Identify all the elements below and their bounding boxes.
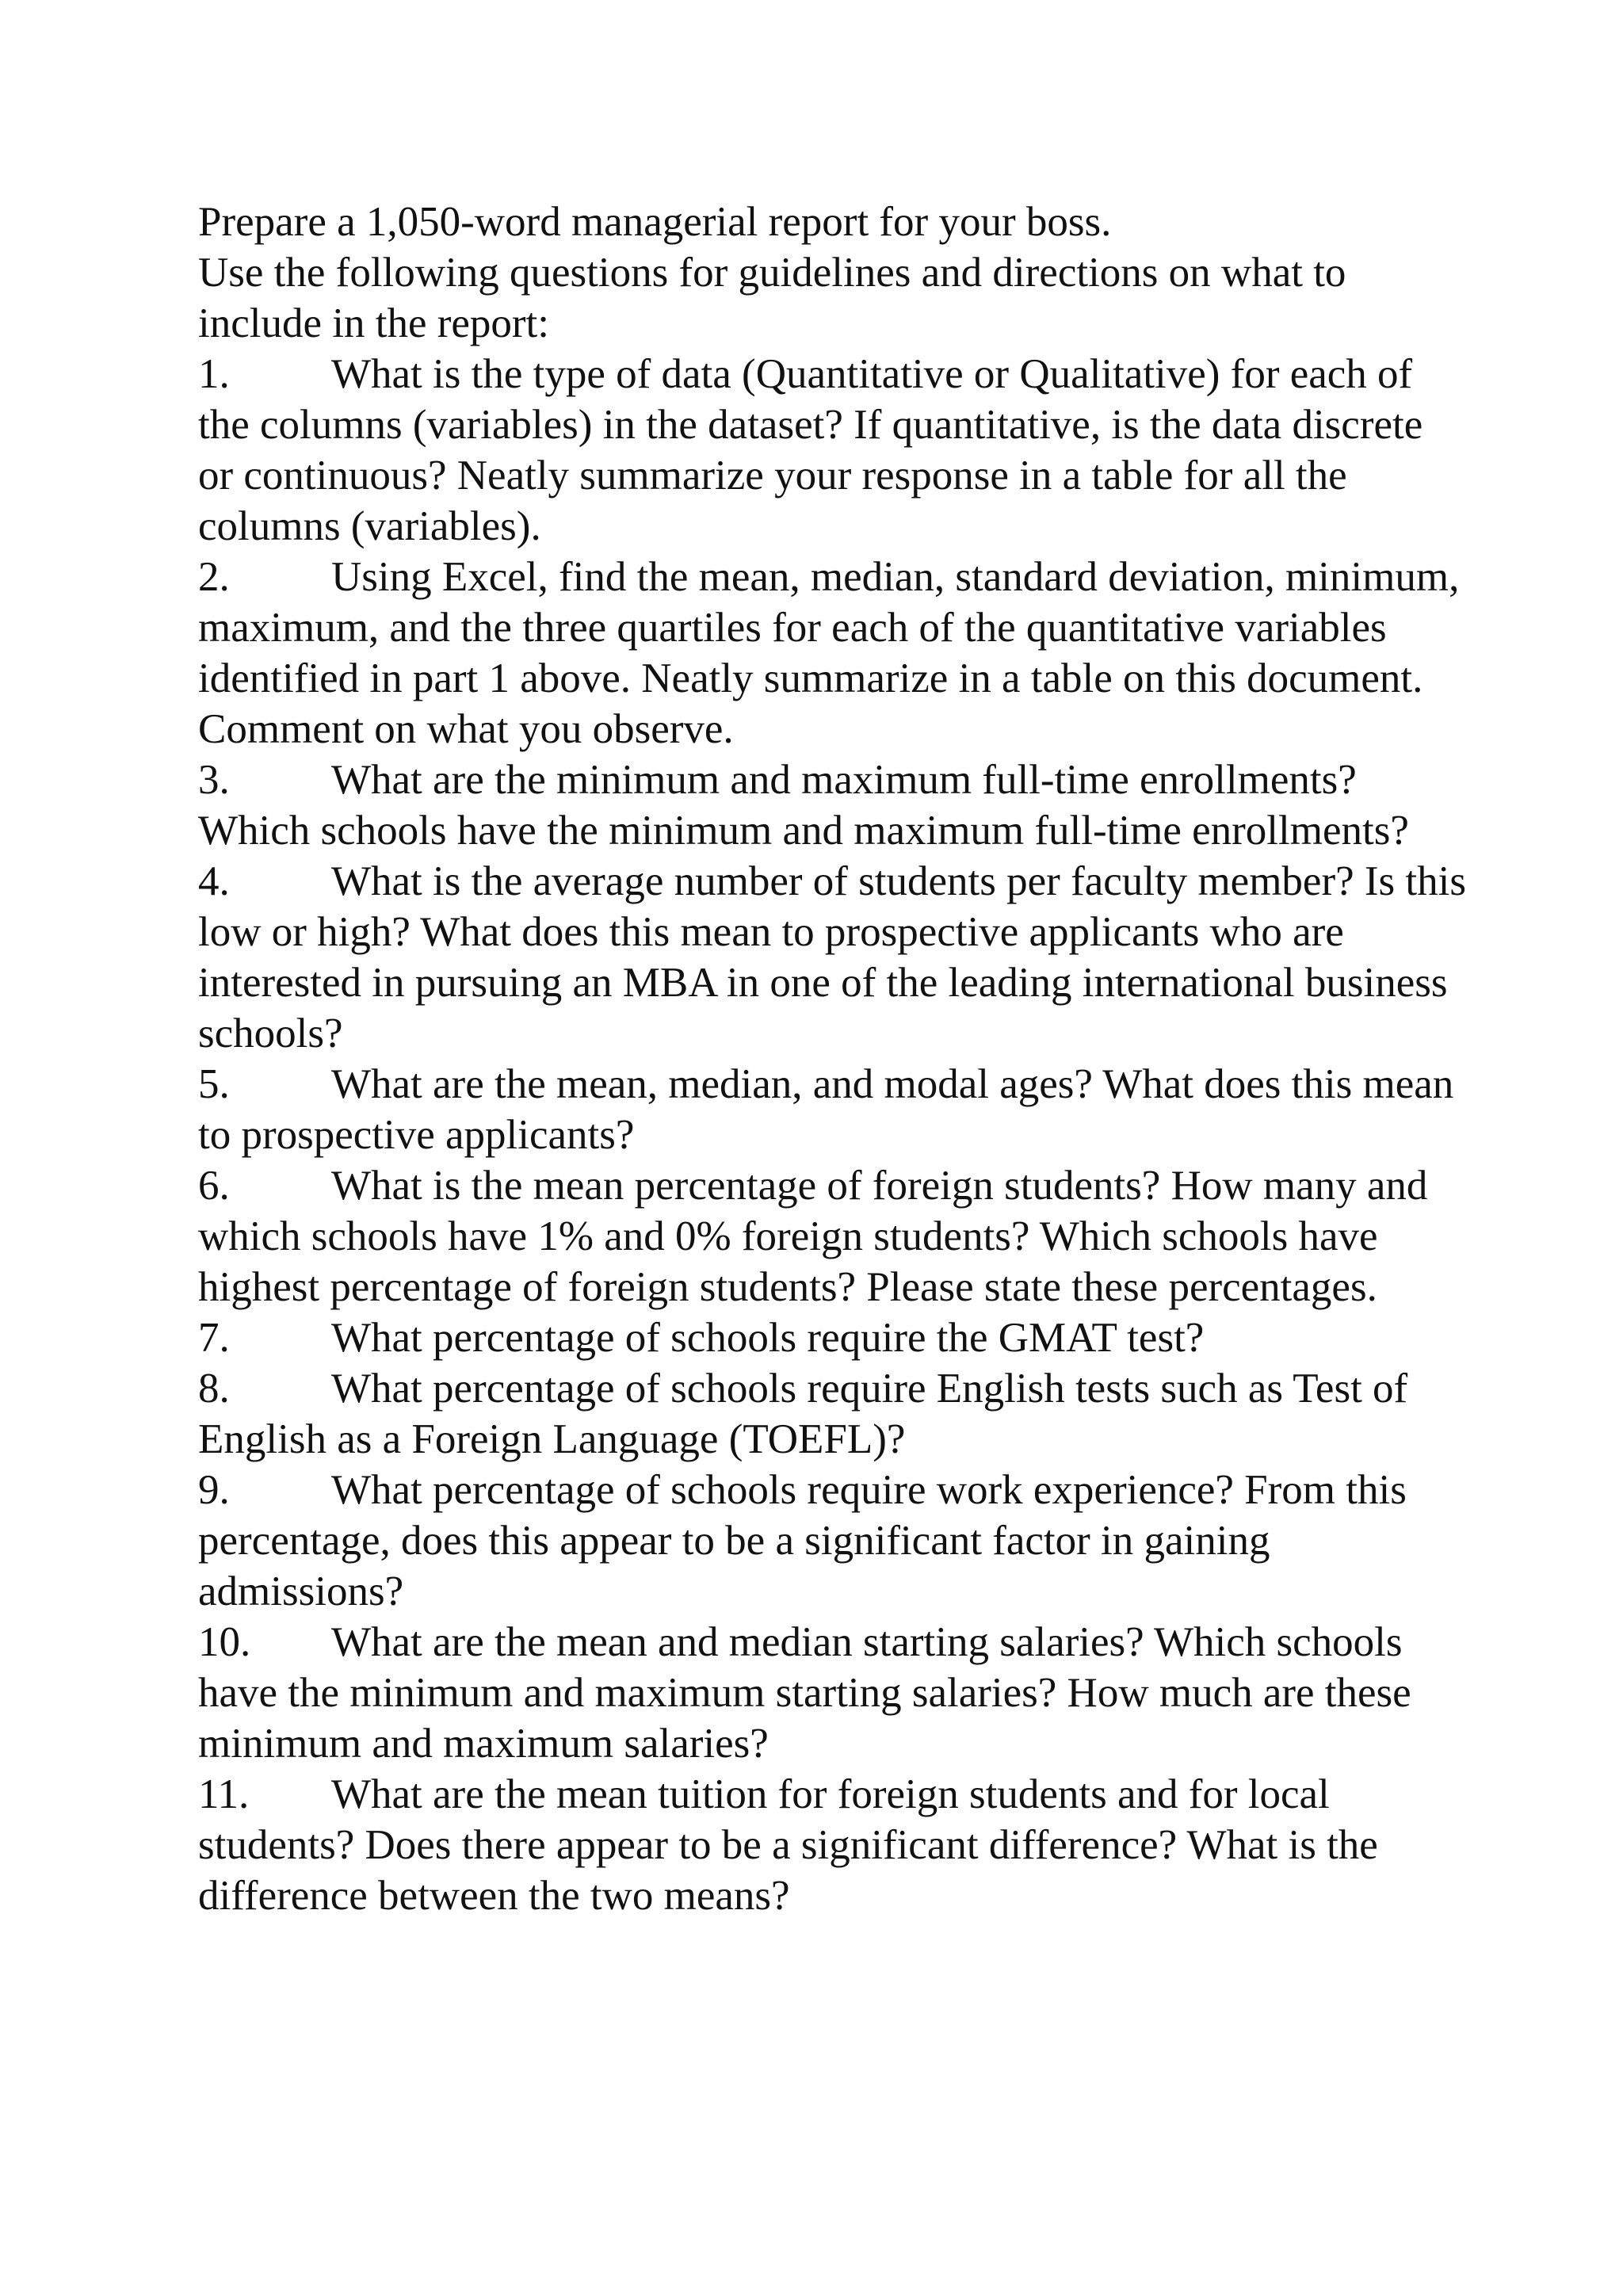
question-item-7 [198, 1312, 1466, 1363]
question-number: 8. [198, 1366, 230, 1412]
question-item-9 [198, 1465, 1466, 1617]
question-item-8 [198, 1363, 1466, 1465]
question-number: 7. [198, 1315, 230, 1361]
question-number: 9. [198, 1467, 230, 1513]
question-text: What percentage of schools require work experience? From this percentage, does this appear to be a significant factor in gaining admissions? [198, 1467, 1407, 1614]
question-item-2 [198, 552, 1466, 755]
question-text: What is the average number of students per faculty member? Is this low or high? What does this mean to prospective applicants who are interested in pursuing an MBA in one of the leading international business schools? [198, 858, 1466, 1056]
intro-line-2: Use the following questions for guidelines and directions on what to include in the report: [198, 250, 1346, 346]
question-item-4 [198, 856, 1466, 1059]
question-text: What are the mean, median, and modal ages? What does this mean to prospective applicants? [198, 1061, 1454, 1158]
question-item-10 [198, 1617, 1466, 1769]
question-text: What are the mean and median starting salaries? Which schools have the minimum and maximum starting salaries? How much are these minimum and maximum salaries? [198, 1619, 1411, 1767]
question-item-11 [198, 1769, 1466, 1921]
question-text: Using Excel, find the mean, median, standard deviation, minimum, maximum, and the three quartiles for each of the quantitative variables identified in part 1 above. Neatly summarize in a table on this document. Comment on what you observe. [198, 554, 1460, 752]
question-number: 1. [198, 351, 230, 397]
question-item-3 [198, 755, 1466, 856]
question-item-6 [198, 1160, 1466, 1312]
document-body [198, 197, 1466, 1921]
question-number: 3. [198, 757, 230, 803]
question-number: 11. [198, 1771, 250, 1817]
question-text: What are the minimum and maximum full-time enrollments? Which schools have the minimum and maximum full-time enrollments? [198, 757, 1409, 854]
question-text: What is the mean percentage of foreign students? How many and which schools have 1% and 0% foreign students? Which schools have highest percentage of foreign students? Please state these percentages. [198, 1163, 1428, 1310]
question-text: What percentage of schools require English tests such as Test of English as a Foreign Language (TOEFL)? [198, 1366, 1408, 1462]
question-number: 10. [198, 1619, 251, 1665]
intro-line-1: Prepare a 1,050-word managerial report for your boss. [198, 199, 1112, 245]
question-number: 6. [198, 1163, 230, 1209]
question-text: What percentage of schools require the GMAT test? [331, 1315, 1205, 1361]
question-number: 4. [198, 858, 230, 904]
question-text: What are the mean tuition for foreign students and for local students? Does there appear to be a significant difference? What is the difference between the two means? [198, 1771, 1378, 1919]
question-item-1 [198, 349, 1466, 552]
question-text: What is the type of data (Quantitative or Qualitative) for each of the columns (variables) in the dataset? If quantitative, is the data discrete or continuous? Neatly summarize your response in a table for all the columns (variables). [198, 351, 1423, 549]
question-number: 2. [198, 554, 230, 600]
question-number: 5. [198, 1061, 230, 1107]
question-item-5 [198, 1059, 1466, 1160]
